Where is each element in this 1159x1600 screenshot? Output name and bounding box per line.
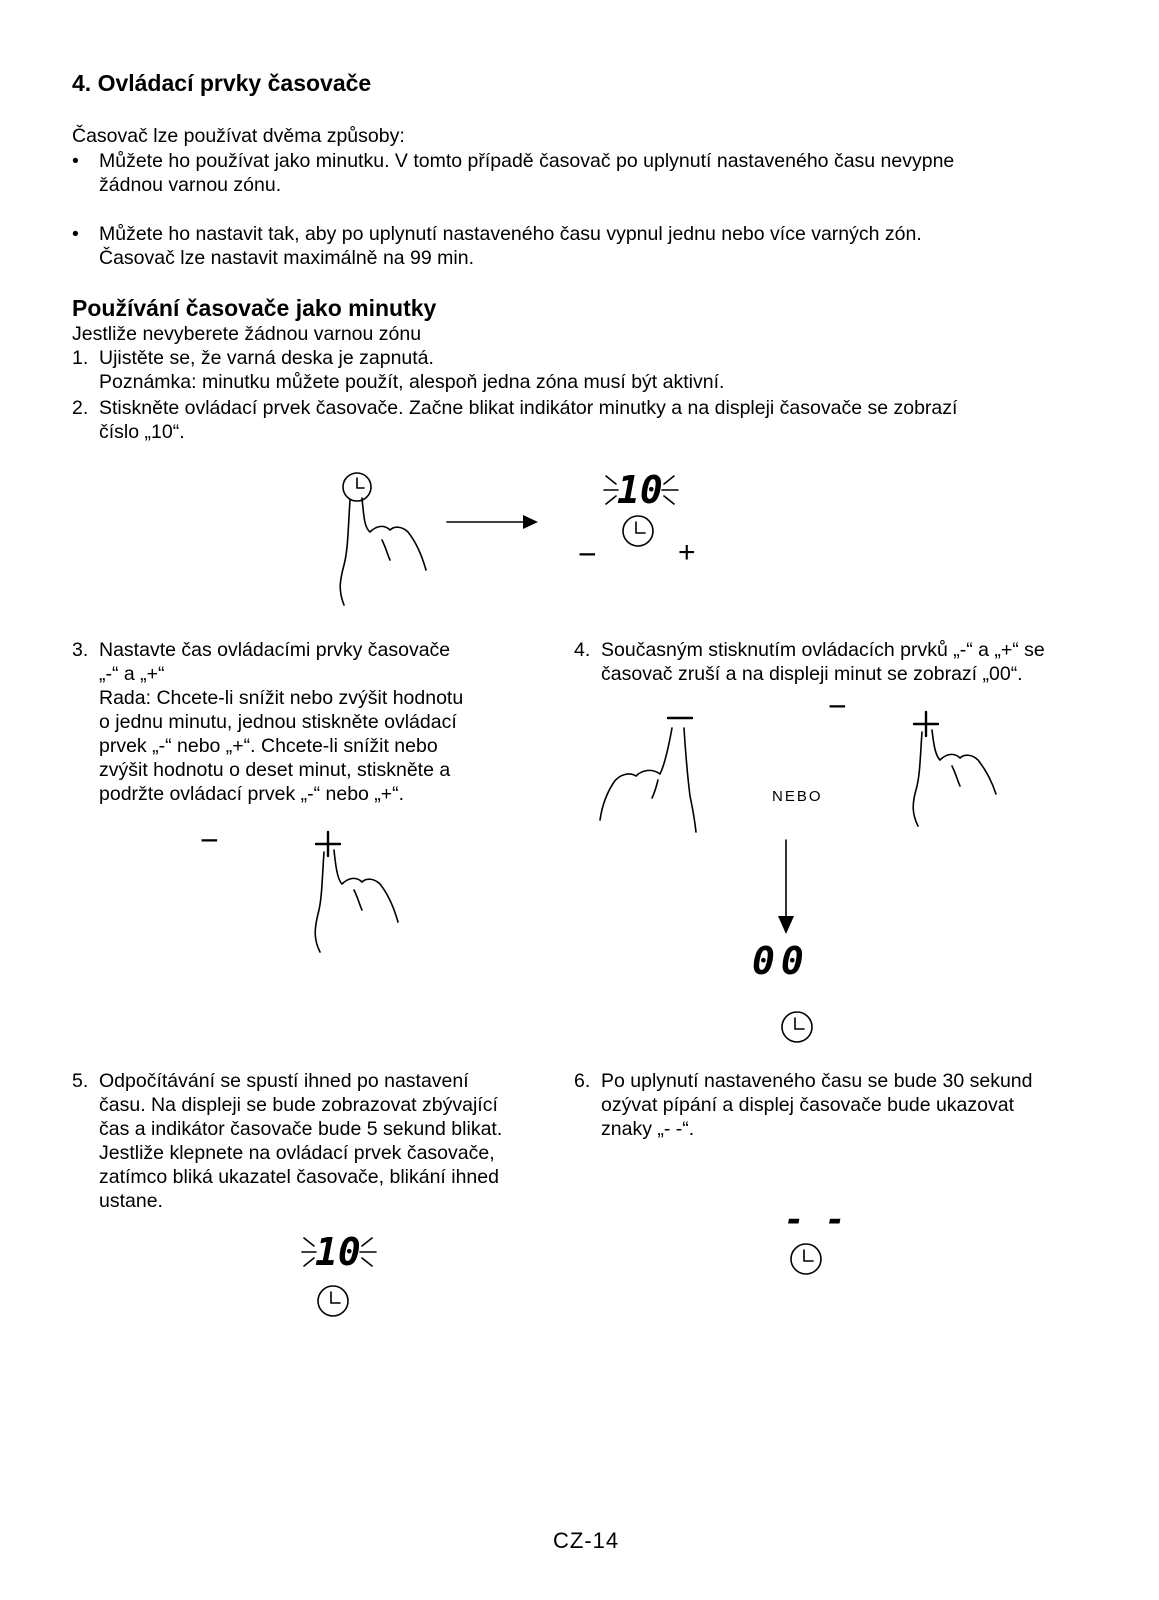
step-3-line: „-“ a „+“ [99,663,165,685]
clock-icon [780,1010,814,1044]
hand-pointer-icon [600,710,720,840]
step-3-tip: Rada: Chcete-li snížit nebo zvýšit hodnotu [99,687,464,709]
hand-pointer-icon [310,830,430,960]
hand-pointer-icon [912,710,1032,840]
arrow-down-icon [776,838,796,938]
step-5-line: ustane. [99,1190,163,1212]
step-4-line: časovač zruší a na displeji minut se zobrazí „00“. [601,663,1023,685]
step-3 [99,638,463,806]
step-2-line: Stiskněte ovládací prvek časovače. Začne blikat indikátor minutky a na displeji časovače se zobrazí [99,397,958,419]
arrow-right-icon [445,512,540,532]
step-3-tip: podržte ovládací prvek „-“ nebo „+“. [99,783,405,805]
step-1 [99,346,724,394]
step-5-line: čas a indikátor časovače bude 5 sekund blikat. [99,1118,503,1140]
display-00: 00 [752,939,810,983]
bullet-mark: • [72,223,79,245]
clock-icon [621,514,655,548]
step-2-line: číslo „10“. [99,421,185,443]
or-label: NEBO [772,788,823,805]
step-6-line: ozývat pípání a displej časovače bude ukazovat [601,1094,1015,1116]
intro-text: Časovač lze používat dvěma způsoby: [72,125,405,147]
bullet-1-line: žádnou varnou zónu. [99,174,282,196]
bullet-2-line: Můžete ho nastavit tak, aby po uplynutí nastaveného času vypnul jednu nebo více varných zón. [99,223,922,245]
step-5-line: Odpočítávání se spustí ihned po nastavení [99,1070,469,1092]
minus-label: − [578,536,597,572]
bullet-1-line: Můžete ho používat jako minutku. V tomto případě časovač po uplynutí nastaveného času nevypne [99,150,955,172]
page-number: CZ-14 [553,1528,620,1553]
minus-label: − [200,822,219,858]
step-number: 5. [72,1070,89,1092]
display-10: 10 [315,1230,361,1274]
subsection-title: Používání časovače jako minutky [72,295,437,321]
step-5-line: Jestliže klepnete na ovládací prvek časovače, [99,1142,495,1164]
section-title: 4. Ovládací prvky časovače [72,70,372,96]
subsection-intro: Jestliže nevyberete žádnou varnou zónu [72,323,422,345]
bullet-2-line: Časovač lze nastavit maximálně na 99 min. [99,247,475,269]
bullet-1 [99,149,954,197]
step-2 [99,396,957,444]
step-4-line: Současným stisknutím ovládacích prvků „-“ a „+“ se [601,639,1045,661]
step-5-line: času. Na displeji se bude zobrazovat zbývající [99,1094,498,1116]
plus-label: + [678,536,696,569]
step-5-line: zatímco bliká ukazatel časovače, blikání ihned [99,1166,499,1188]
step-number: 1. [72,347,89,369]
step-number: 4. [574,639,591,661]
minus-label: − [828,688,847,724]
step-5 [99,1069,502,1213]
hand-pointer-icon [330,470,460,610]
step-number: 2. [72,397,89,419]
step-1-note: Poznámka: minutku můžete použít, alespoň jedna zóna musí být aktivní. [99,371,725,393]
step-6-line: znaky „- -“. [601,1118,695,1140]
step-6-line: Po uplynutí nastaveného času se bude 30 sekund [601,1070,1033,1092]
clock-icon [789,1242,823,1276]
step-6 [601,1069,1033,1141]
step-4 [601,638,1045,686]
step-3-tip: prvek „-“ nebo „+“. Chcete-li snížit nebo [99,735,438,757]
step-3-tip: zvýšit hodnotu o deset minut, stiskněte a [99,759,451,781]
display-10: 10 [617,468,663,512]
step-number: 3. [72,639,89,661]
bullet-2 [99,222,922,270]
step-3-tip: o jednu minutu, jednou stiskněte ovládací [99,711,457,733]
step-3-line: Nastavte čas ovládacími prvky časovače [99,639,451,661]
step-1-line: Ujistěte se, že varná deska je zapnutá. [99,347,434,369]
clock-icon [316,1284,350,1318]
display-dashes: - - [784,1200,846,1240]
step-number: 6. [574,1070,591,1092]
bullet-mark: • [72,150,79,172]
